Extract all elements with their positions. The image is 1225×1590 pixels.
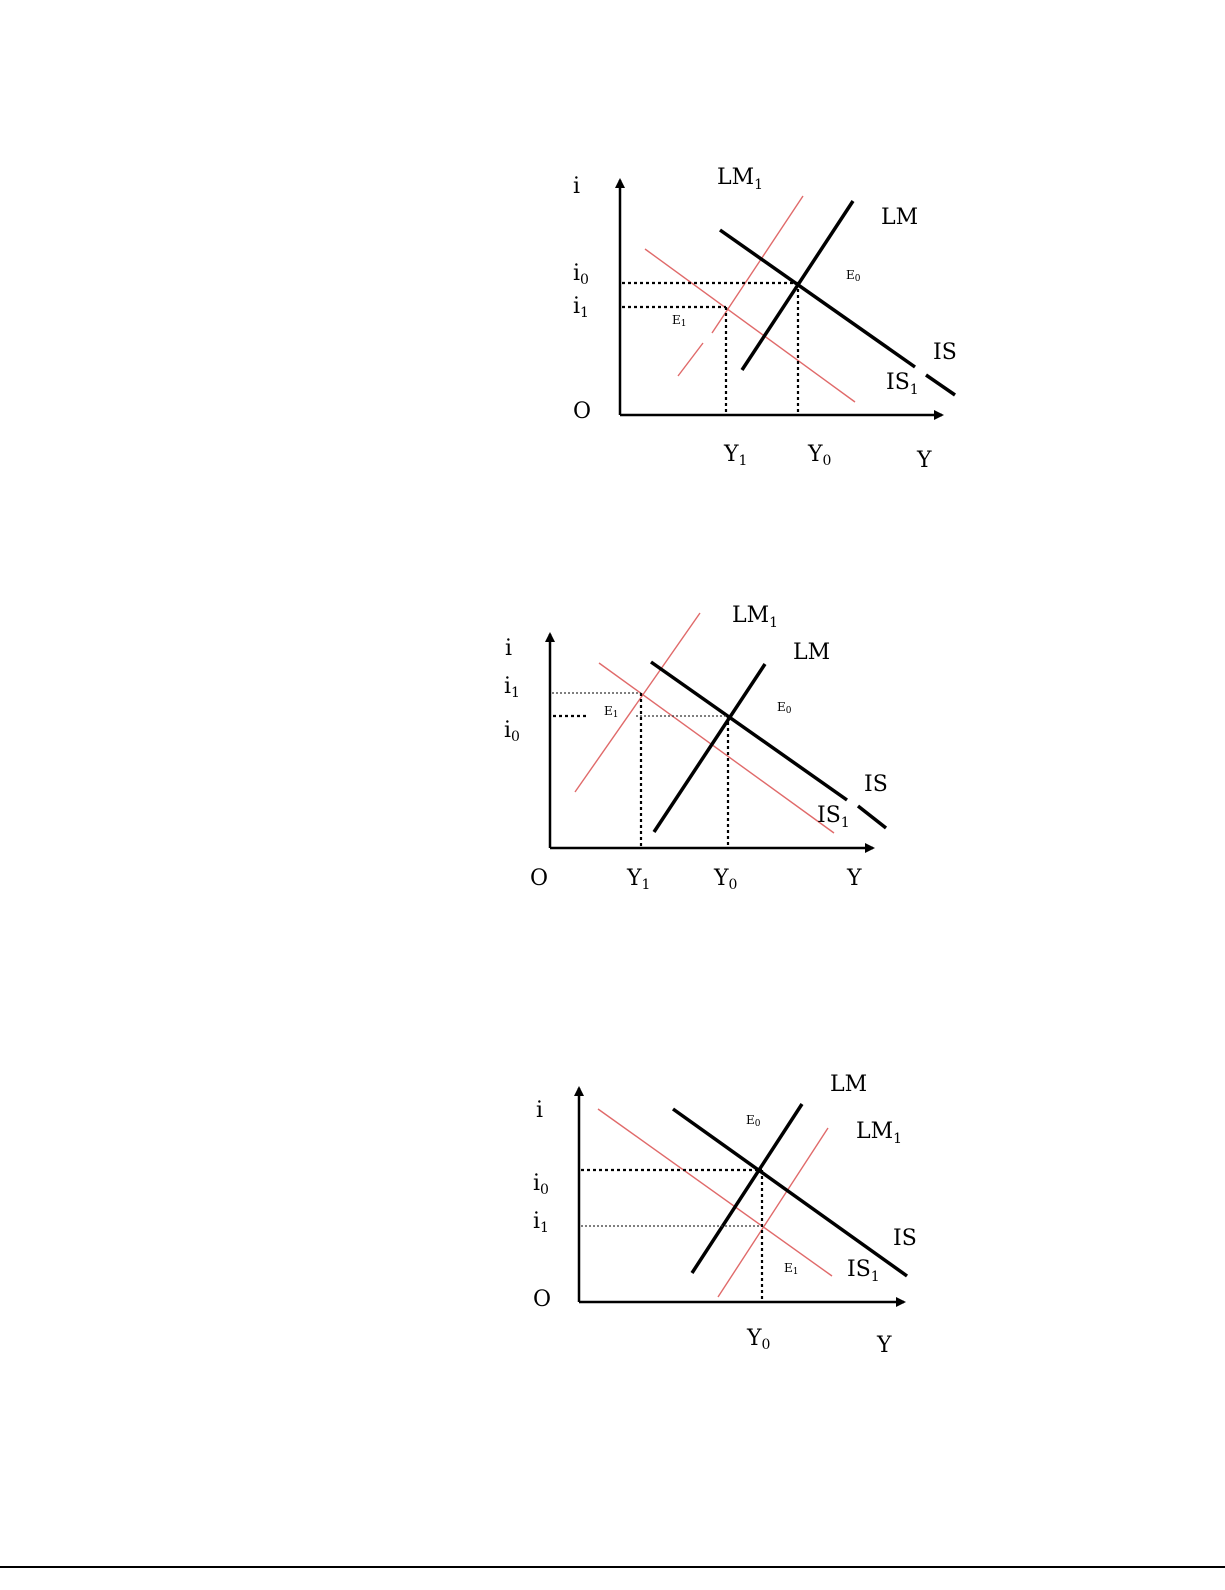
is1-label: $IS_1$: [886, 370, 919, 398]
i0-label: i0: [504, 718, 520, 745]
is-curve-tail: [858, 806, 886, 828]
lm1-curve: [678, 343, 703, 376]
i1-label: i1: [504, 674, 520, 701]
lm1-label: $LM_1$: [856, 1119, 903, 1147]
is-lm-diagram-2: [504, 603, 888, 893]
x-axis-label: Y: [917, 448, 932, 473]
is-curve: [651, 662, 847, 800]
y-axis-label: i: [505, 636, 513, 661]
is1-curve: [599, 663, 834, 833]
y-axis-label: i: [573, 174, 581, 199]
footer-rule: [0, 1566, 1225, 1568]
lm-label: LM: [830, 1072, 868, 1097]
y1-label: Y1: [627, 866, 651, 893]
i1-label: i1: [573, 294, 589, 321]
x-axis-label: Y: [847, 866, 862, 891]
origin-label: O: [530, 866, 549, 891]
e0-label: E0: [846, 268, 861, 284]
x-axis-label: Y: [877, 1333, 892, 1358]
y0-label: Y0: [808, 442, 832, 469]
is-label: IS: [933, 340, 957, 365]
is1-curve: [598, 1109, 832, 1276]
origin-label: O: [533, 1287, 552, 1312]
lm-curve: [654, 664, 765, 832]
is-curve-tail: [926, 375, 955, 395]
origin-label: O: [573, 399, 592, 424]
e0-label: E0: [777, 700, 792, 716]
lm1-curve-upper: [712, 196, 803, 333]
i1-label: i1: [533, 1209, 549, 1236]
i0-label: i0: [533, 1171, 549, 1198]
is-lm-diagram-3: [533, 1072, 917, 1358]
e0-label: E0: [746, 1113, 761, 1129]
y0-label: Y0: [747, 1326, 771, 1353]
e1-label: E1: [604, 704, 619, 720]
is-lm-diagram-1: [573, 165, 957, 473]
is1-label: $IS_1$: [817, 803, 850, 831]
lm-label: LM: [881, 205, 919, 230]
lm1-curve: [575, 613, 700, 792]
lm1-label: $LM_1$: [717, 165, 764, 193]
y-axis-label: i: [536, 1098, 544, 1123]
e1-label: E1: [672, 313, 687, 329]
lm-label: LM: [793, 640, 831, 665]
y0-label: Y0: [714, 866, 738, 893]
is1-label: $IS_1$: [847, 1257, 880, 1285]
lm1-label: $LM_1$: [732, 603, 779, 631]
is-curve: [720, 230, 915, 367]
e1-label: E1: [784, 1261, 799, 1277]
is-label: IS: [864, 772, 888, 797]
is-label: IS: [893, 1226, 917, 1251]
y1-label: Y1: [724, 442, 748, 469]
i0-label: i0: [573, 261, 589, 288]
